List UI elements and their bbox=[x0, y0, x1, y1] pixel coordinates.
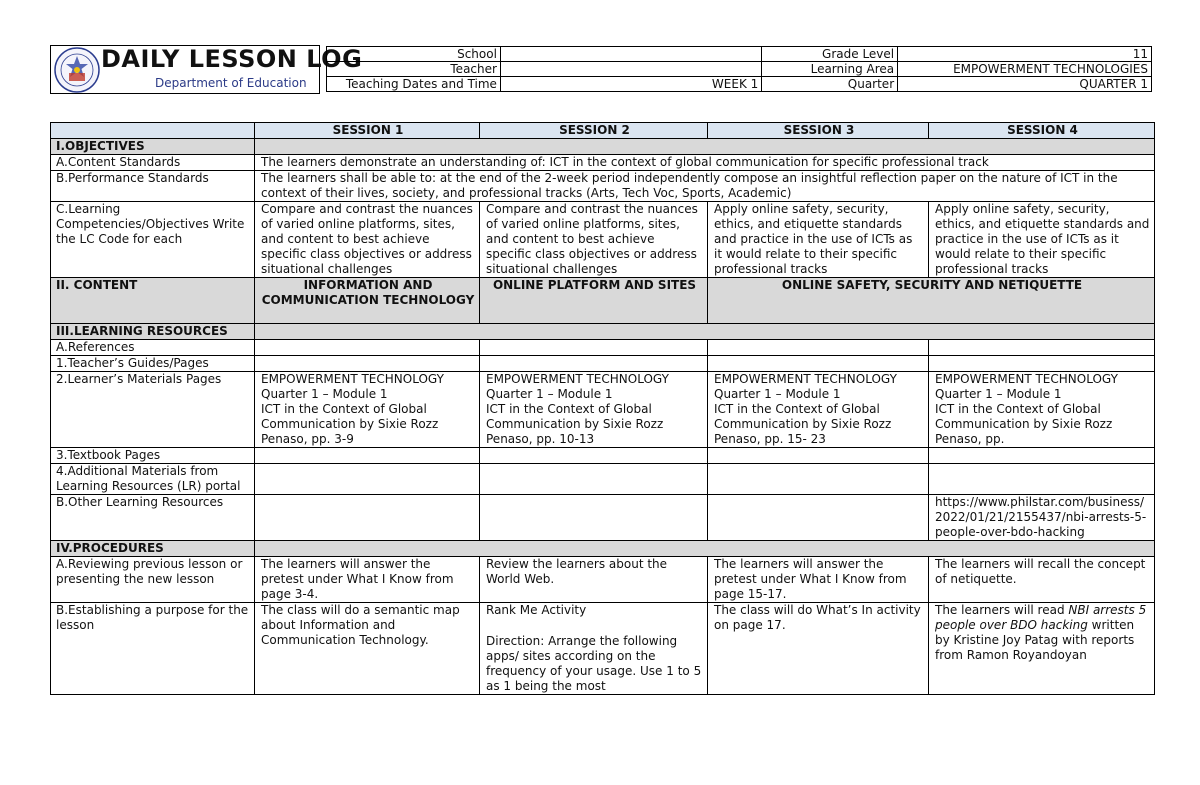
learning-competencies-label: C.Learning Competencies/Objectives Write the LC Code for each bbox=[51, 202, 255, 278]
rank-me-title: Rank Me Activity bbox=[486, 603, 587, 617]
session-header-row bbox=[51, 123, 1155, 139]
session-3-header: SESSION 3 bbox=[708, 123, 929, 139]
additional-materials-row bbox=[51, 464, 1155, 495]
rank-me-direction: Direction: Arrange the following apps/ sites according on the frequency of your usage. Use 1 to 5 as 1 being the most bbox=[486, 634, 702, 693]
establishing-purpose-row bbox=[51, 603, 1155, 695]
reviewing-lesson-label: A.Reviewing previous lesson or presenting the new lesson bbox=[51, 557, 255, 603]
corner-cell bbox=[51, 123, 255, 139]
grade-level-label: Grade Level bbox=[762, 47, 898, 62]
quarter-value[interactable]: QUARTER 1 bbox=[898, 77, 1152, 92]
other-resources-link[interactable]: https://www.philstar.com/business/2022/01/21/2155437/nbi-arrests-5-people-over-bdo-hacking bbox=[929, 495, 1155, 541]
learning-competencies-row bbox=[51, 202, 1155, 278]
brand-block bbox=[50, 45, 363, 94]
purpose-session-2 bbox=[480, 603, 708, 695]
lm-session-2: EMPOWERMENT TECHNOLOGY Quarter 1 – Module 1 ICT in the Context of Global Communication by Sixie Rozz Penaso, pp. 10-13 bbox=[480, 372, 708, 448]
procedures-fill bbox=[255, 541, 1155, 557]
lm-session-4: EMPOWERMENT TECHNOLOGY Quarter 1 – Module 1 ICT in the Context of Global Communication by Sixie Rozz Penaso, pp. bbox=[929, 372, 1155, 448]
procedures-heading: IV.PROCEDURES bbox=[51, 541, 255, 557]
other-resources-row bbox=[51, 495, 1155, 541]
lesson-log-table bbox=[50, 122, 1155, 695]
teachers-guides-row bbox=[51, 356, 1155, 372]
references-label: A.References bbox=[51, 340, 255, 356]
reviewing-session-2: Review the learners about the World Web. bbox=[480, 557, 708, 603]
purpose-session-1: The class will do a semantic map about Information and Communication Technology. bbox=[255, 603, 480, 695]
teaching-dates-value[interactable]: WEEK 1 bbox=[500, 77, 761, 92]
lc-session-3: Apply online safety, security, ethics, and etiquette standards and practice in the use of ICTs as it would relate to their specific professional tracks bbox=[708, 202, 929, 278]
lc-session-4: Apply online safety, security, ethics, and etiquette standards and practice in the use of ICTs as it would relate to their specific professional tracks bbox=[929, 202, 1155, 278]
reviewing-session-1: The learners will answer the pretest under What I Know from page 3-4. bbox=[255, 557, 480, 603]
objectives-section-row bbox=[51, 139, 1155, 155]
textbook-pages-row bbox=[51, 448, 1155, 464]
content-session-2: ONLINE PLATFORM AND SITES bbox=[480, 278, 708, 324]
deped-seal-icon bbox=[54, 47, 100, 93]
additional-materials-label: 4.Additional Materials from Learning Resources (LR) portal bbox=[51, 464, 255, 495]
school-value[interactable] bbox=[500, 47, 761, 62]
content-standards-label: A.Content Standards bbox=[51, 155, 255, 171]
learning-area-label: Learning Area bbox=[762, 62, 898, 77]
lc-session-2: Compare and contrast the nuances of varied online platforms, sites, and content to best achieve specific class objectives or address situational challenges bbox=[480, 202, 708, 278]
learning-resources-fill bbox=[255, 324, 1155, 340]
performance-standards-row bbox=[51, 171, 1155, 202]
session-1-header: SESSION 1 bbox=[255, 123, 480, 139]
teachers-guides-label: 1.Teacher’s Guides/Pages bbox=[51, 356, 255, 372]
references-row bbox=[51, 340, 1155, 356]
article-title: NBI arrests 5 people over BDO hacking bbox=[935, 603, 1147, 632]
learning-area-value[interactable]: EMPOWERMENT TECHNOLOGIES bbox=[898, 62, 1152, 77]
content-standards-row bbox=[51, 155, 1155, 171]
content-label: II. CONTENT bbox=[51, 278, 255, 324]
learning-resources-row bbox=[51, 324, 1155, 340]
purpose-session-4: The learners will read NBI arrests 5 people over BDO hacking written by Kristine Joy Patag with reports from Ramon Royandoyan bbox=[929, 603, 1155, 695]
performance-standards-label: B.Performance Standards bbox=[51, 171, 255, 202]
learners-materials-label: 2.Learner’s Materials Pages bbox=[51, 372, 255, 448]
other-resources-label: B.Other Learning Resources bbox=[51, 495, 255, 541]
reviewing-session-3: The learners will answer the pretest under What I Know from page 15-17. bbox=[708, 557, 929, 603]
lm-session-1: EMPOWERMENT TECHNOLOGY Quarter 1 – Module 1 ICT in the Context of Global Communication by Sixie Rozz Penaso, pp. 3-9 bbox=[255, 372, 480, 448]
learners-materials-row bbox=[51, 372, 1155, 448]
document-title: DAILY LESSON LOG bbox=[101, 45, 363, 73]
teacher-value[interactable] bbox=[500, 62, 761, 77]
grade-level-value[interactable]: 11 bbox=[898, 47, 1152, 62]
reviewing-lesson-row bbox=[51, 557, 1155, 603]
school-label: School bbox=[327, 47, 501, 62]
lm-session-3: EMPOWERMENT TECHNOLOGY Quarter 1 – Module 1 ICT in the Context of Global Communication by Sixie Rozz Penaso, pp. 15- 23 bbox=[708, 372, 929, 448]
teaching-dates-label: Teaching Dates and Time bbox=[327, 77, 501, 92]
content-session-3-4: ONLINE SAFETY, SECURITY AND NETIQUETTE bbox=[708, 278, 1155, 324]
reviewing-session-4: The learners will recall the concept of netiquette. bbox=[929, 557, 1155, 603]
session-2-header: SESSION 2 bbox=[480, 123, 708, 139]
department-name: Department of Education bbox=[155, 76, 307, 90]
learning-resources-heading: III.LEARNING RESOURCES bbox=[51, 324, 255, 340]
content-row bbox=[51, 278, 1155, 324]
textbook-pages-label: 3.Textbook Pages bbox=[51, 448, 255, 464]
header-info-table bbox=[326, 46, 1152, 92]
objectives-heading: I.OBJECTIVES bbox=[51, 139, 255, 155]
content-standards-text: The learners demonstrate an understanding of: ICT in the context of global communication for specific professional track bbox=[255, 155, 1155, 171]
quarter-label: Quarter bbox=[762, 77, 898, 92]
procedures-row bbox=[51, 541, 1155, 557]
purpose-session-3: The class will do What’s In activity on page 17. bbox=[708, 603, 929, 695]
content-session-1: INFORMATION AND COMMUNICATION TECHNOLOGY bbox=[255, 278, 480, 324]
performance-standards-text: The learners shall be able to: at the end of the 2-week period independently compose an insightful reflection paper on the nature of ICT in the context of their lives, society, and professional tracks (Arts, Tech Voc, Sports, Academic) bbox=[255, 171, 1155, 202]
session-4-header: SESSION 4 bbox=[929, 123, 1155, 139]
lc-session-1: Compare and contrast the nuances of varied online platforms, sites, and content to best achieve specific class objectives or address situational challenges bbox=[255, 202, 480, 278]
lesson-log-header bbox=[50, 45, 1152, 94]
objectives-fill bbox=[255, 139, 1155, 155]
teacher-label: Teacher bbox=[327, 62, 501, 77]
establishing-purpose-label: B.Establishing a purpose for the lesson bbox=[51, 603, 255, 695]
